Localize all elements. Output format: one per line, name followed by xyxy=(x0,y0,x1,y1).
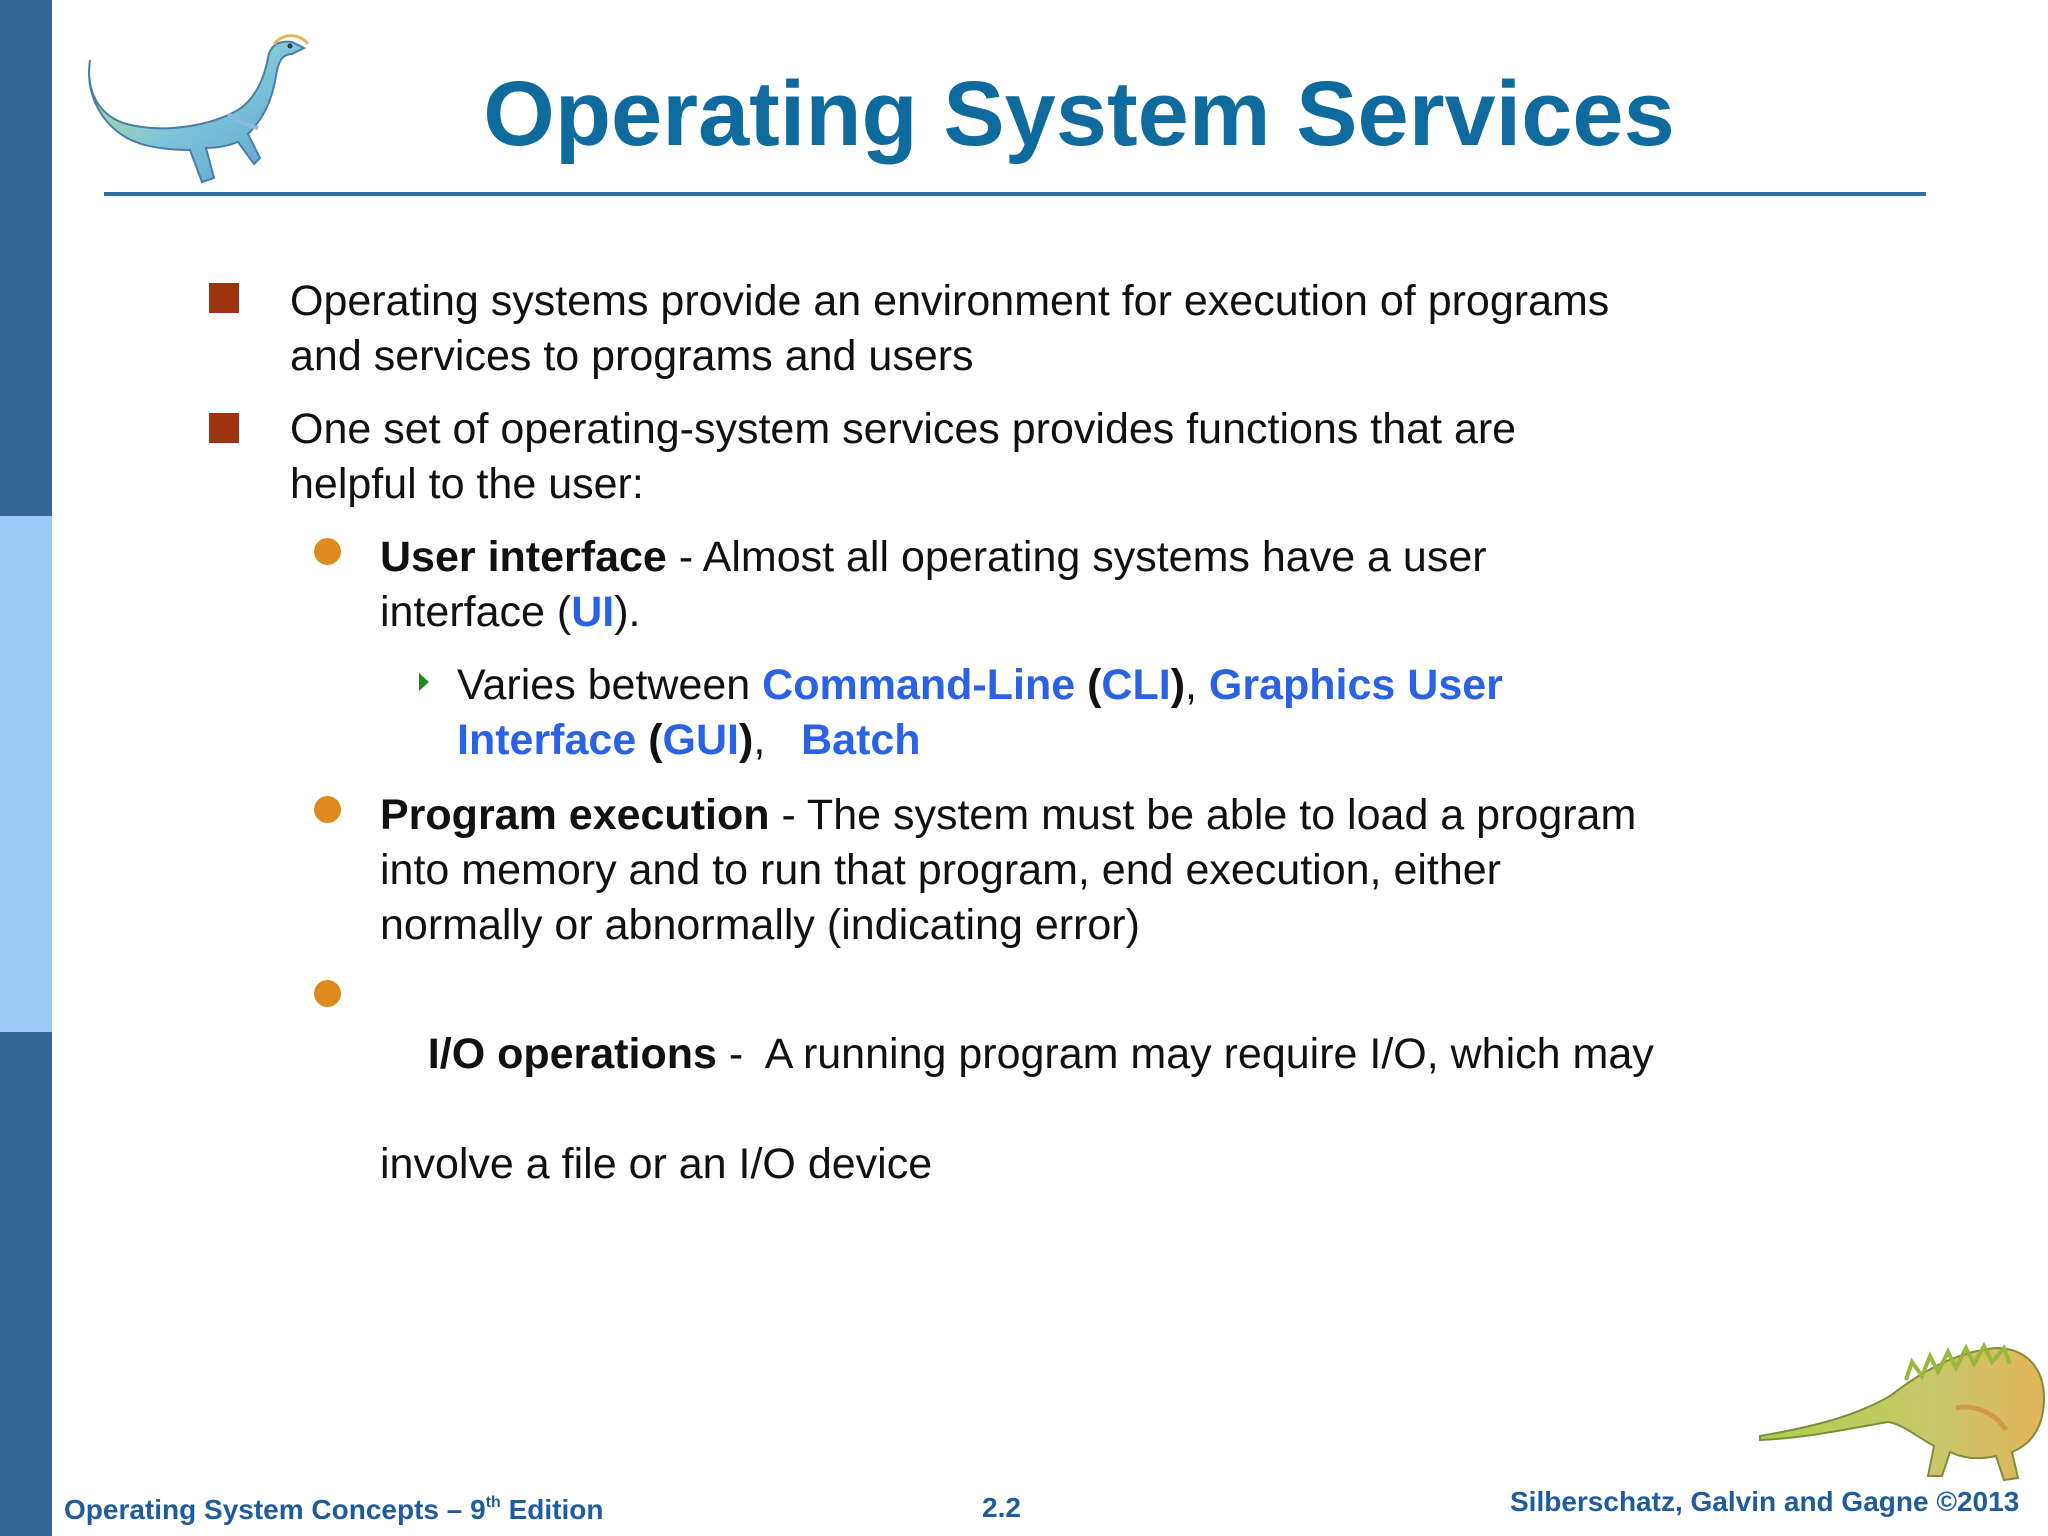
sidebar-middle xyxy=(0,516,52,1032)
arrow-bullet-icon xyxy=(419,673,429,691)
paren: ) xyxy=(1170,661,1186,709)
acronym-gui: GUI xyxy=(662,716,739,764)
acronym-ui: UI xyxy=(571,588,615,636)
sub-bullet-text: - The system must be able to load a program xyxy=(769,791,1637,839)
footer-book-title xyxy=(64,1494,603,1526)
sub-bullet-heading: Program execution xyxy=(380,791,770,839)
sub-bullet-heading: User interface xyxy=(380,533,667,581)
title-divider xyxy=(104,192,1926,196)
sub-bullet-text: interface ( xyxy=(380,588,572,636)
sub-bullet-text: ). xyxy=(614,588,641,636)
sub-bullet-io-operations xyxy=(380,972,1730,1192)
sub-bullet-line: involve a file or an I/O device xyxy=(380,1140,933,1188)
term-batch: Batch xyxy=(801,716,921,764)
separator: , xyxy=(1185,661,1209,709)
footer-authors: Silberschatz, Galvin and Gagne ©2013 xyxy=(1510,1486,2020,1517)
term-interface: Interface xyxy=(457,716,637,764)
dot-bullet-icon xyxy=(314,538,341,565)
paren: ( xyxy=(1075,661,1102,709)
dot-bullet-icon xyxy=(314,796,341,823)
sub-bullet-line: normally or abnormally (indicating error) xyxy=(380,901,1140,949)
acronym-cli: CLI xyxy=(1101,661,1171,709)
bullet-line: and services to programs and users xyxy=(290,332,974,380)
separator: , xyxy=(753,716,802,764)
sidebar-bottom xyxy=(0,1032,52,1536)
dinosaur-bottom-logo-icon xyxy=(1756,1318,2048,1486)
footer-page-number: 2.2 xyxy=(982,1492,1021,1523)
square-bullet-icon xyxy=(209,283,239,313)
paren: ( xyxy=(636,716,663,764)
dot-bullet-icon xyxy=(314,980,341,1007)
footer-superscript: th xyxy=(485,1494,501,1511)
sub-bullet-text: - A running program may require I/O, which may xyxy=(716,1030,1654,1078)
page-title: Operating System Services xyxy=(483,63,1675,165)
footer-book-title-text: Operating System Concepts – 9 xyxy=(64,1494,486,1525)
bullet-line: helpful to the user: xyxy=(290,460,644,508)
footer-edition-text: Edition xyxy=(500,1494,604,1525)
sub-bullet-text: - Almost all operating systems have a user xyxy=(666,533,1487,581)
bullet-line: Operating systems provide an environment for execution of programs xyxy=(290,277,1610,325)
ui-detail xyxy=(457,658,1727,768)
sidebar-top xyxy=(0,0,52,516)
term-graphics-user: Graphics User xyxy=(1208,661,1503,709)
bullet-line: One set of operating-system services provides functions that are xyxy=(290,405,1517,453)
sub-bullet-user-interface xyxy=(380,530,1730,640)
paren: ) xyxy=(738,716,754,764)
bullet-text xyxy=(290,402,1730,512)
square-bullet-icon xyxy=(209,413,239,443)
sub-bullet-program-execution xyxy=(380,788,1730,953)
term-command-line: Command-Line xyxy=(762,661,1076,709)
ui-detail-prefix: Varies between xyxy=(457,661,763,709)
bullet-text xyxy=(290,274,1730,384)
sub-bullet-heading: I/O operations xyxy=(427,1030,717,1078)
sub-bullet-line: into memory and to run that program, end execution, either xyxy=(380,846,1502,894)
